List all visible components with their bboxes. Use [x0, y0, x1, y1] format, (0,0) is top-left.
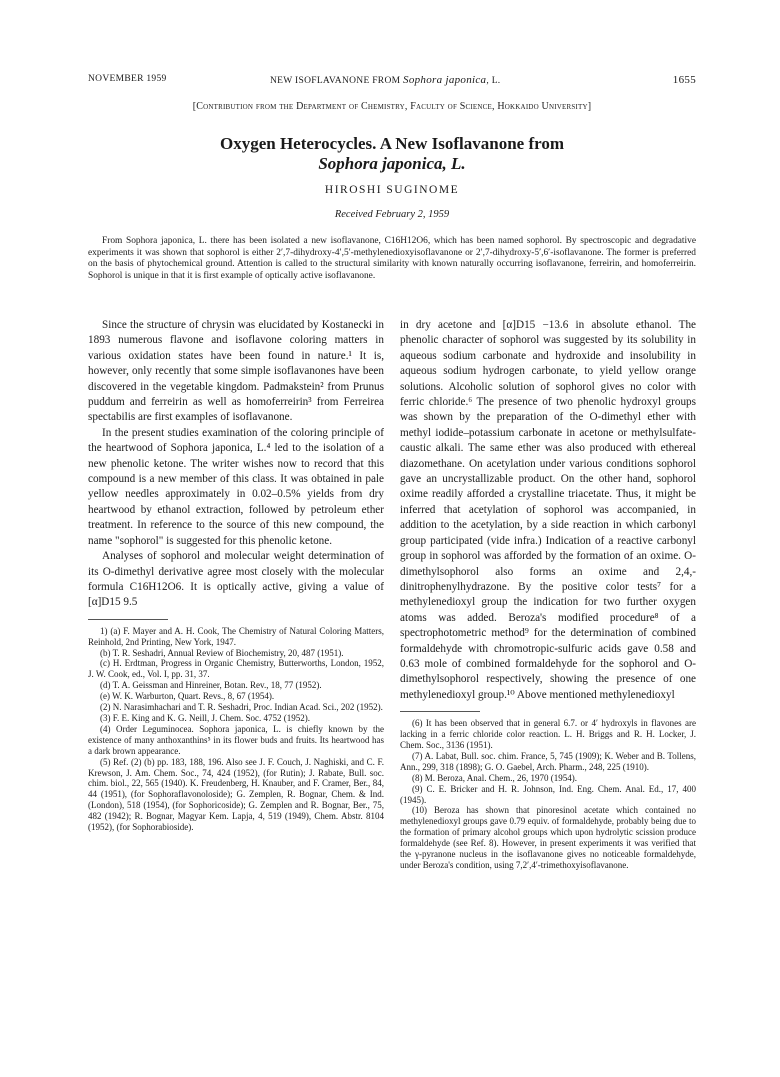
right-footnotes [400, 718, 696, 871]
header-date: NOVEMBER 1959 [88, 74, 167, 84]
page-number: 1655 [672, 74, 696, 86]
footnote: (b) T. R. Seshadri, Annual Review of Biochemistry, 20, 487 (1951). [100, 647, 344, 658]
footnote: 1) (a) F. Mayer and A. H. Cook, The Chemistry of Natural Coloring Matters, Reinhold, 2nd Printing, New York, 1947. [88, 625, 384, 647]
footnote: (d) T. A. Geissman and Hinreiner, Botan. Rev., 18, 77 (1952). [100, 680, 322, 691]
footnote: (10) Beroza has shown that pinoresinol acetate which contained no methylenedioxyl groups gave 0.79 equiv. of formaldehyde, probably being due to the formation of primary alcohol groups which upon hydrolytic scission produce formaldehyde (see Ref. 8). However, in present experiments it was verified that the γ-pyranone nucleus in the isoflavanone gives no noticeable formaldehyde, under Beroza's condition, using 7,2′,4′-trimethoxyisoflavanone. [400, 805, 696, 870]
footnote: (3) F. E. King and K. G. Neill, J. Chem. Soc. 4752 (1952). [100, 712, 311, 723]
abstract [88, 236, 696, 282]
left-footnotes [88, 626, 384, 833]
right-paragraph-1: in dry acetone and [α]D15 −13.6 in absolute ethanol. The phenolic character of sophorol was suggested by its solubility in aqueous sodium carbonate and hydroxide and insolubility in aqueous sodium hydrogen carbonate, to yield yellow orange solutions. Alcoholic solution of sophorol gives no color with ferric chloride.⁶ The presence of two phenolic hydroxyl groups was shown by the preparation of the O-dimethyl ether with methyl iodide–potassium carbonate in acetone or methylsulfate-caustic alkali. The same ether was also produced with ethereal diazomethane. On acetylation under various conditions sophorol gave an uncrystallizable product. On the other hand, sophorol oxime readily afforded a crystalline triacetate. Thus, it might be inferred that acetylation of sophorol was accompanied, in addition to the acetylation, by a side reaction in which carbonyl group participated (vide infra.) Indication of a reactive carbonyl group in sophorol was afforded by the formation of an oxime. O-dimethylsophorol also forms an oxime and 2,4,-dinitrophenylhydrazone. By the positive color tests⁷ for a methylenedioxyl group the indication for two further oxygen atoms was added. Beroza's modified procedure⁸ of a spectrophotometric method⁹ for the determination of combined formaldehyde with chromotropic-sulfuric acids gave 0.58 and 0.63 mole of combined formaldehyde for the sophorol and O-dimethylsophorol respectively, showing the presence of one methylenedioxyl group.¹⁰ Above mentioned methylenedioxyl [400, 319, 696, 701]
contribution-line: [Contribution from the Department of Chemistry, Faculty of Science, Hokkaido University] [192, 101, 592, 112]
footnote: (7) A. Labat, Bull. soc. chim. France, 5, 745 (1909); K. Weber and B. Tollens, Ann., 299, 318 (1898); G. O. Gaebel, Arch. Pharm., 248, 225 (1910). [400, 750, 696, 772]
received-date: Received February 2, 1959 [334, 209, 450, 220]
footnote: (4) Order Leguminoceа. Sophora japonica, L. is chiefly known by the existence of many anthoxanthins⁵ in its flower buds and fruits. Its heartwood has a dark brown appearance. [88, 723, 384, 756]
footnote: (2) N. Narasimhachari and T. R. Seshadri, Proc. Indian Acad. Sci., 202 (1952). [100, 702, 383, 713]
footnote: (6) It has been observed that in general 6.7. or 4′ hydroxyls in flavones are lacking in a ferric chloride color reaction. L. H. Briggs and R. H. Locker, J. Chem. Soc., 3136 (1951). [400, 718, 696, 750]
title-line-1: Oxygen Heterocycles. A New Isoflavanone from [219, 134, 565, 153]
left-paragraph-3: Analyses of sophorol and molecular weight determination of its O-dimethyl derivative agree most closely with the molecular formula C16H12O6. It is optically active, giving a value of [α]D15 9.5 [88, 550, 384, 609]
right-column [400, 318, 696, 871]
author: HIROSHI SUGINOME [324, 184, 460, 196]
left-column [88, 318, 384, 833]
footnote: (5) Ref. (2) (b) pp. 183, 188, 196. Also see J. F. Couch, J. Naghiski, and C. F. Krewson, J. Am. Chem. Soc., 74, 424 (1952), (for Rutin); J. Rabate, Bull. soc. chim. biol., 22, 565 (1940). K. Freudenberg, H. Knauber, and F. Cramer, Ber., 84, 44 (1951), (for Sophoraflavonoloside); G. Zemplen, R. Bognar, Chem. & Ind. (London), 518 (1954), (for Sophoricoside); G. Zemplen and R. Bognar, Ber., 75, 482 (1942); R. Bognar, Magyar Kem. Lapja, 4, 519 (1949), Chem. Abstr. 8104 (1952), (for Sophorabioside). [88, 756, 384, 833]
article-title [88, 134, 696, 174]
footnote: (c) H. Erdtman, Progress in Organic Chemistry, Butterworths, London, 1952, J. W. Cook, ed., Vol. I, pp. 31, 37. [88, 658, 384, 680]
title-line-2: Sophora japonica, L. [318, 154, 466, 173]
footnote: (e) W. K. Warburton, Quart. Revs., 8, 67 (1954). [100, 691, 275, 702]
footnote: (9) C. E. Bricker and H. R. Johnson, Ind. Eng. Chem. Anal. Ed., 17, 400 (1945). [400, 783, 696, 805]
left-paragraph-1: Since the structure of chrysin was elucidated by Kostanecki in 1893 numerous flavone and isoflavone coloring matters in various oxidation states have been found in nature.¹ It is, however, only recently that some simple isoflavanones have been discovered in the vegetable kingdom. Padmakstein² from Prunus puddum and ferreirin as well as homoferreirin³ from Ferreirea spectabilis are first examples of isoflavanone. [88, 319, 384, 424]
footnote: (8) M. Beroza, Anal. Chem., 26, 1970 (1954). [412, 772, 577, 783]
header-running-title: NEW ISOFLAVANONE FROM Sophora japonica, L. [270, 74, 501, 86]
footnote-divider [400, 711, 480, 712]
footnote-divider [88, 619, 168, 620]
abstract-text: From Sophora japonica, L. there has been isolated a new isoflavanone, C16H12O6, which has been named sophorol. By spectroscopic and degradative experiments it was shown that sophorol is either 2′,7-dihydroxy-4′,5′-methylenedioxyisoflavanone or 2′,7-dihydroxy-5′,6′-isoflavanone. The former is preferred on the basis of phytochemical ground. Attention is called to the structural similarity with known naturally occurring isoflavanone, ferreirin, and homoferreirin. Sophorol is unique in that it is first example of optically active isoflavanone. [88, 236, 696, 281]
left-paragraph-2: In the present studies examination of the coloring principle of the heartwood of Sophora japonica, L.⁴ led to the isolation of a new phenolic ketone. The writer wishes now to record that this compound is a new member of this class. It was obtained in pale yellow needles approximately in 0.02–0.5% yields from dry heartwood by ethanol extraction, followed by petroleum ether treatment. In reference to the source of this new compound, the name "sophorol" is suggested for this phenolic ketone. [88, 426, 384, 547]
